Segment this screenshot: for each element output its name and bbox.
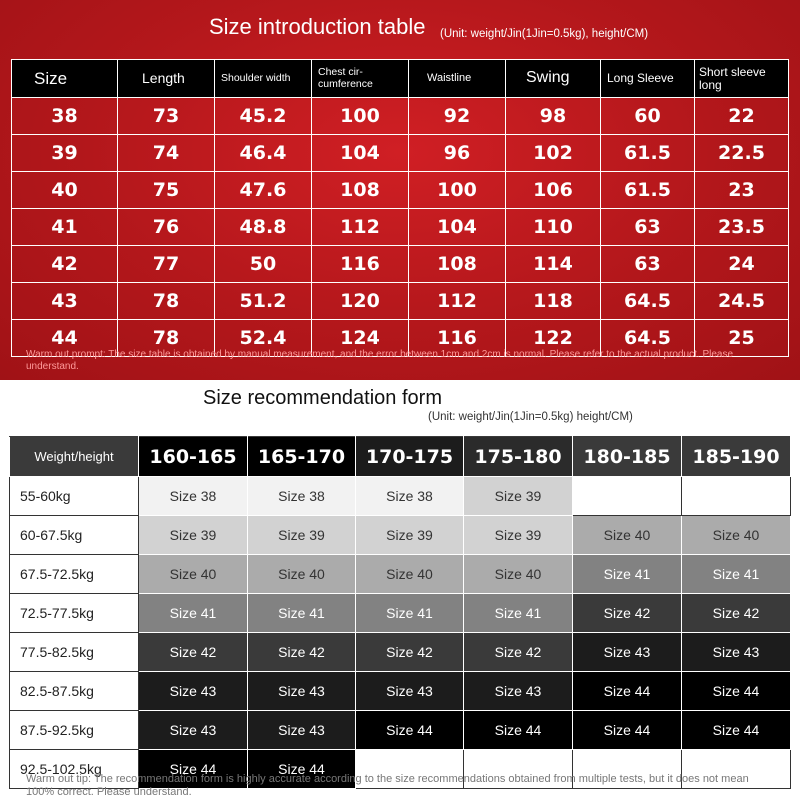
size-recommendation-cell: Size 39 (139, 516, 248, 555)
size-recommendation-cell: Size 44 (573, 711, 682, 750)
size-recommendation-cell: Size 40 (139, 555, 248, 594)
header-swing: Swing (506, 60, 601, 98)
size-cell: 104 (409, 209, 506, 246)
height-header: 165-170 (248, 437, 356, 477)
size-cell: 122 (506, 320, 601, 357)
recommendation-row (10, 711, 791, 750)
recommendation-row (10, 672, 791, 711)
size-cell: 22.5 (695, 135, 789, 172)
size-recommendation-cell: Size 42 (682, 594, 791, 633)
size-cell: 104 (312, 135, 409, 172)
size-recommendation-cell: Size 39 (356, 516, 464, 555)
size-cell: 43 (12, 283, 118, 320)
size-cell: 50 (215, 246, 312, 283)
empty-cell (682, 477, 791, 516)
size-cell: 48.8 (215, 209, 312, 246)
size-table-prompt: Warm out prompt: The size table is obtained by manual measurement, and the error between 1cm and 2cm is normal. Please refer to the actual product. Please understand. (26, 349, 734, 372)
size-recommendation-cell: Size 44 (248, 750, 356, 789)
weight-label: 72.5-77.5kg (10, 594, 139, 633)
empty-cell (573, 477, 682, 516)
size-cell: 75 (118, 172, 215, 209)
size-cell: 23.5 (695, 209, 789, 246)
size-recommendation-cell: Size 43 (682, 633, 791, 672)
size-cell: 77 (118, 246, 215, 283)
size-cell: 124 (312, 320, 409, 357)
size-row (12, 98, 789, 135)
size-cell: 46.4 (215, 135, 312, 172)
size-recommendation-cell: Size 40 (573, 516, 682, 555)
size-cell: 52.4 (215, 320, 312, 357)
header-length: Length (118, 60, 215, 98)
recommendation-table (9, 436, 791, 789)
size-cell: 96 (409, 135, 506, 172)
size-cell: 24.5 (695, 283, 789, 320)
header-size: Size (12, 60, 118, 98)
size-cell: 24 (695, 246, 789, 283)
size-cell: 61.5 (601, 172, 695, 209)
size-table (11, 59, 789, 357)
size-cell: 114 (506, 246, 601, 283)
weight-label: 77.5-82.5kg (10, 633, 139, 672)
size-recommendation-cell: Size 40 (248, 555, 356, 594)
size-cell: 41 (12, 209, 118, 246)
recommendation-row (10, 555, 791, 594)
size-recommendation-cell: Size 39 (464, 477, 573, 516)
recommendation-row (10, 594, 791, 633)
size-recommendation-cell: Size 44 (464, 711, 573, 750)
height-header: 160-165 (139, 437, 248, 477)
size-cell: 22 (695, 98, 789, 135)
size-recommendation-cell: Size 40 (682, 516, 791, 555)
size-recommendation-cell: Size 42 (464, 633, 573, 672)
size-cell: 23 (695, 172, 789, 209)
recommendation-tip: Warm out tip: The recommendation form is highly accurate according to the size recommendations obtained from multiple tests, but it does not mean 100% correct. Please understand. (26, 773, 749, 798)
size-recommendation-cell: Size 38 (248, 477, 356, 516)
size-table-title: Size introduction table (209, 14, 426, 39)
size-cell: 92 (409, 98, 506, 135)
size-recommendation-cell: Size 43 (248, 672, 356, 711)
size-table-header-row (12, 60, 789, 98)
size-recommendation-cell: Size 43 (356, 672, 464, 711)
size-cell: 106 (506, 172, 601, 209)
size-recommendation-cell: Size 44 (139, 750, 248, 789)
size-recommendation-cell: Size 42 (139, 633, 248, 672)
size-cell: 47.6 (215, 172, 312, 209)
size-cell: 63 (601, 246, 695, 283)
size-cell: 108 (312, 172, 409, 209)
recommendation-row (10, 633, 791, 672)
header-long-sleeve: Long Sleeve (601, 60, 695, 98)
size-cell: 39 (12, 135, 118, 172)
recommendation-row (10, 516, 791, 555)
recommendation-row (10, 477, 791, 516)
size-recommendation-cell: Size 43 (573, 633, 682, 672)
size-recommendation-cell: Size 41 (248, 594, 356, 633)
size-recommendation-cell: Size 43 (464, 672, 573, 711)
size-recommendation-cell: Size 44 (682, 672, 791, 711)
size-row (12, 135, 789, 172)
size-cell: 42 (12, 246, 118, 283)
height-header: 170-175 (356, 437, 464, 477)
size-row (12, 172, 789, 209)
weight-label: 92.5-102.5kg (10, 750, 139, 789)
size-recommendation-cell: Size 41 (682, 555, 791, 594)
header-waistline: Waistline (409, 60, 506, 98)
size-cell: 116 (312, 246, 409, 283)
size-row (12, 209, 789, 246)
size-recommendation-cell: Size 40 (356, 555, 464, 594)
recommendation-header-row (10, 437, 791, 477)
size-recommendation-cell: Size 43 (139, 672, 248, 711)
size-cell: 120 (312, 283, 409, 320)
size-row (12, 283, 789, 320)
size-recommendation-cell: Size 39 (464, 516, 573, 555)
size-cell: 25 (695, 320, 789, 357)
size-recommendation-cell: Size 43 (248, 711, 356, 750)
weight-label: 82.5-87.5kg (10, 672, 139, 711)
height-header: 180-185 (573, 437, 682, 477)
size-recommendation-cell: Size 41 (139, 594, 248, 633)
size-cell: 64.5 (601, 320, 695, 357)
weight-label: 87.5-92.5kg (10, 711, 139, 750)
recommendation-unit-note: (Unit: weight/Jin(1Jin=0.5kg) height/CM) (428, 411, 633, 423)
size-recommendation-cell: Size 41 (356, 594, 464, 633)
size-cell: 44 (12, 320, 118, 357)
size-recommendation-cell: Size 40 (464, 555, 573, 594)
size-row (12, 246, 789, 283)
size-cell: 74 (118, 135, 215, 172)
header-chest-circumference: Chest cir-cumference (312, 60, 409, 98)
size-cell: 78 (118, 320, 215, 357)
size-cell: 108 (409, 246, 506, 283)
size-recommendation-cell: Size 42 (248, 633, 356, 672)
size-cell: 118 (506, 283, 601, 320)
size-cell: 98 (506, 98, 601, 135)
size-cell: 64.5 (601, 283, 695, 320)
size-recommendation-cell: Size 42 (573, 594, 682, 633)
size-cell: 38 (12, 98, 118, 135)
size-table-unit-note: (Unit: weight/Jin(1Jin=0.5kg), height/CM) (440, 28, 649, 40)
size-cell: 110 (506, 209, 601, 246)
size-cell: 112 (409, 283, 506, 320)
header-short-sleeve: Short sleeve long (695, 60, 789, 98)
size-cell: 51.2 (215, 283, 312, 320)
size-cell: 112 (312, 209, 409, 246)
size-recommendation-cell: Size 43 (139, 711, 248, 750)
size-cell: 76 (118, 209, 215, 246)
size-cell: 116 (409, 320, 506, 357)
size-cell: 60 (601, 98, 695, 135)
size-cell: 73 (118, 98, 215, 135)
size-recommendation-cell: Size 44 (682, 711, 791, 750)
header-shoulder-width: Shoulder width (215, 60, 312, 98)
weight-label: 67.5-72.5kg (10, 555, 139, 594)
size-cell: 78 (118, 283, 215, 320)
weight-height-label: Weight/height (10, 437, 139, 477)
size-recommendation-cell: Size 38 (139, 477, 248, 516)
size-cell: 45.2 (215, 98, 312, 135)
size-cell: 40 (12, 172, 118, 209)
size-recommendation-cell: Size 44 (573, 672, 682, 711)
size-recommendation-cell: Size 39 (248, 516, 356, 555)
size-cell: 61.5 (601, 135, 695, 172)
weight-label: 55-60kg (10, 477, 139, 516)
size-recommendation-cell: Size 41 (464, 594, 573, 633)
size-cell: 63 (601, 209, 695, 246)
size-cell: 100 (312, 98, 409, 135)
size-recommendation-cell: Size 42 (356, 633, 464, 672)
size-introduction-section (0, 0, 800, 380)
weight-label: 60-67.5kg (10, 516, 139, 555)
size-cell: 100 (409, 172, 506, 209)
recommendation-title: Size recommendation form (203, 387, 442, 409)
size-recommendation-cell: Size 38 (356, 477, 464, 516)
height-header: 175-180 (464, 437, 573, 477)
size-recommendation-cell: Size 44 (356, 711, 464, 750)
size-cell: 102 (506, 135, 601, 172)
height-header: 185-190 (682, 437, 791, 477)
size-recommendation-cell: Size 41 (573, 555, 682, 594)
